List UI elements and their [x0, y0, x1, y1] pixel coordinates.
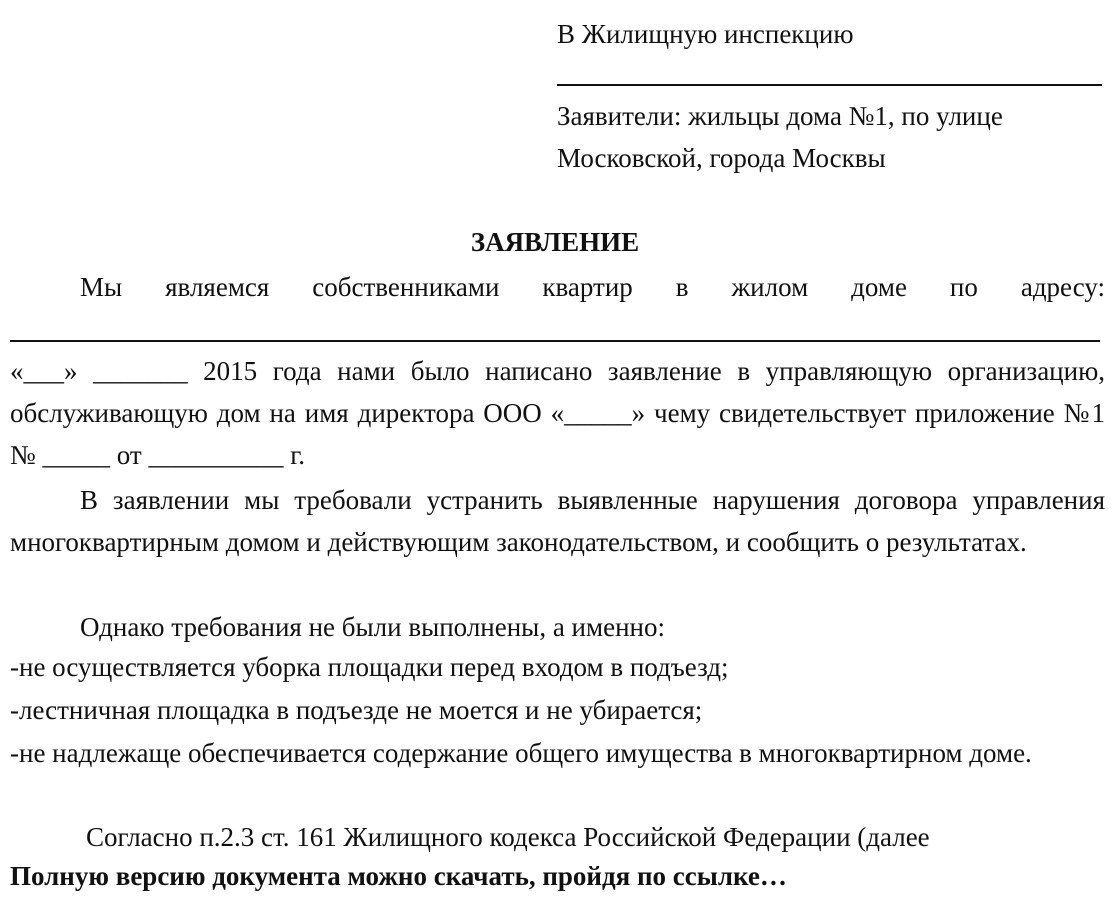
download-note: Полную версию документа можно скачать, пройдя по ссылке… — [10, 861, 787, 891]
address-blank-line — [10, 340, 1100, 342]
paragraph-ownership: Мы являемся собственниками квартир в жилом доме по адресу: — [80, 272, 1105, 302]
applicants-line: Заявители: жильцы дома №1, по улице Московской, города Москвы — [557, 101, 1003, 173]
list-item-stairwell: -лестничная площадка в подъезде не моется и не убирается; — [10, 695, 703, 725]
recipient-line: В Жилищную инспекцию — [557, 19, 854, 49]
paragraph-previous-application: «___» _______ 2015 года нами было написано заявление в управляющую организацию, обслуживающую дом на имя директора ООО «_____» чему свидетельствует приложение №1 № _____ от __________ г. — [10, 356, 1105, 470]
list-item-cleaning: -не осуществляется уборка площадки перед входом в подъезд; — [10, 652, 729, 682]
list-item-common-property: -не надлежаще обеспечивается содержание общего имущества в многоквартирном доме. — [10, 738, 1032, 768]
paragraph-housing-code: Согласно п.2.3 ст. 161 Жилищного кодекса Российской Федерации (далее — [86, 822, 930, 852]
paragraph-not-fulfilled: Однако требования не были выполнены, а именно: — [80, 612, 665, 642]
paragraph-requirements: В заявлении мы требовали устранить выявленные нарушения договора управления многоквартирным домом и действующим законодательством, и сообщить о результатах. — [10, 485, 1105, 557]
document-title: ЗАЯВЛЕНИЕ — [470, 227, 640, 257]
addressee-block — [557, 14, 1102, 179]
recipient-blank-line — [557, 84, 1102, 86]
